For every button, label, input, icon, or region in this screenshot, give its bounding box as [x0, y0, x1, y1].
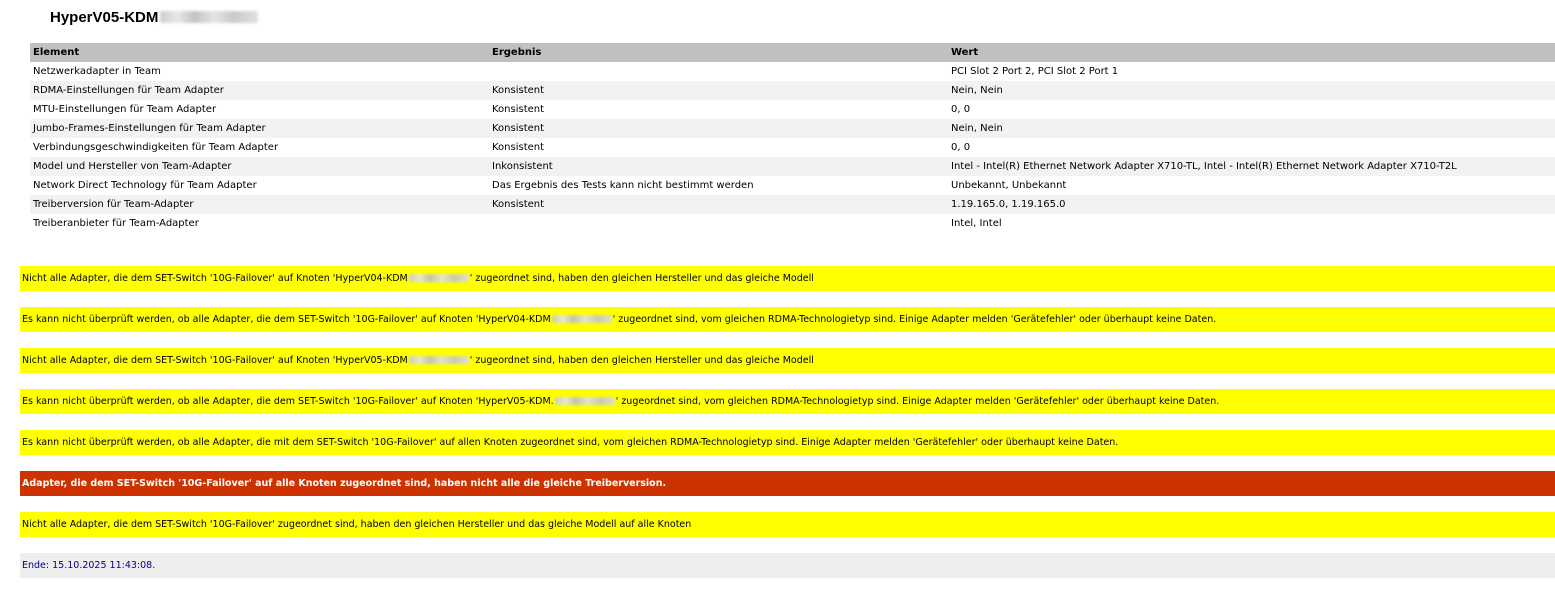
cell-element: Verbindungsgeschwindigkeiten für Team Adapter	[33, 142, 279, 153]
column-header-ergebnis: Ergebnis	[489, 43, 948, 62]
message-text: Es kann nicht überprüft werden, ob alle Adapter, die mit dem SET-Switch '10G-Failover' auf allen Knoten zugeordnet sind, vom gleichen RDMA-Technologietyp sind. Einige Adapter melden 'Gerätefehler' oder überhaupt keine Daten.	[22, 437, 1119, 448]
footer-text: Ende: 15.10.2025 11:43:08.	[22, 560, 156, 571]
footer-timestamp	[20, 553, 1555, 578]
redacted-hostname	[555, 397, 615, 405]
redacted-hostname	[409, 274, 469, 282]
cell-wert: Unbekannt, Unbekannt	[951, 180, 1067, 191]
table-row	[30, 176, 1555, 195]
message-text-after: ' zugeordnet sind, vom gleichen RDMA-Technologietyp sind. Einige Adapter melden 'Gerätefehler' oder überhaupt keine Daten.	[612, 314, 1217, 325]
column-header-wert: Wert	[948, 43, 1555, 62]
cell-element: Treiberversion für Team-Adapter	[30, 195, 489, 214]
error-message	[20, 471, 1555, 496]
table-row	[30, 214, 1555, 233]
table-row	[30, 100, 1555, 119]
redacted-hostname	[552, 315, 612, 323]
message-text-before: Es kann nicht überprüft werden, ob alle Adapter, die dem SET-Switch '10G-Failover' auf Knoten 'HyperV05-KDM.	[22, 396, 554, 407]
warning-message	[20, 307, 1555, 332]
table-row	[30, 195, 1555, 214]
cell-element: Model und Hersteller von Team-Adapter	[30, 157, 489, 176]
cell-element: RDMA-Einstellungen für Team Adapter	[30, 81, 489, 100]
warning-message	[20, 512, 1555, 537]
cell-wert: 1.19.165.0, 1.19.165.0	[948, 195, 1555, 214]
redacted-hostname	[409, 356, 469, 364]
table-row	[30, 157, 1555, 176]
cell-element: Jumbo-Frames-Einstellungen für Team Adapter	[30, 119, 489, 138]
message-text-after: ' zugeordnet sind, haben den gleichen Hersteller und das gleiche Modell	[469, 273, 814, 284]
cell-ergebnis	[489, 62, 948, 81]
results-table	[30, 43, 1555, 233]
page-title-text: HyperV05-KDM	[50, 9, 159, 26]
warning-message	[20, 389, 1555, 414]
cell-element: MTU-Einstellungen für Team Adapter	[33, 104, 217, 115]
cell-wert: 0, 0	[951, 104, 971, 115]
cell-wert: Nein, Nein	[948, 119, 1555, 138]
cell-ergebnis: Konsistent	[489, 81, 948, 100]
cell-wert: 0, 0	[951, 142, 971, 153]
column-header-element: Element	[30, 43, 489, 62]
cell-wert: Nein, Nein	[948, 81, 1555, 100]
message-text-after: ' zugeordnet sind, haben den gleichen Hersteller und das gleiche Modell	[469, 355, 814, 366]
table-header-row	[30, 43, 1555, 62]
warning-message	[20, 348, 1555, 373]
cell-wert: Intel, Intel	[951, 218, 1002, 229]
warning-message	[20, 430, 1555, 455]
redacted-hostname	[160, 11, 258, 23]
cell-ergebnis: Inkonsistent	[489, 157, 948, 176]
page-title	[50, 8, 258, 28]
cell-ergebnis: Konsistent	[489, 119, 948, 138]
cell-ergebnis: Das Ergebnis des Tests kann nicht bestimmt werden	[492, 180, 754, 191]
cell-element: Treiberanbieter für Team-Adapter	[33, 218, 199, 229]
table-row	[30, 81, 1555, 100]
cell-ergebnis: Konsistent	[489, 195, 948, 214]
message-text-after: ' zugeordnet sind, vom gleichen RDMA-Technologietyp sind. Einige Adapter melden 'Gerätefehler' oder überhaupt keine Daten.	[615, 396, 1220, 407]
table-row	[30, 119, 1555, 138]
cell-element: Network Direct Technology für Team Adapter	[33, 180, 257, 191]
message-text-before: Nicht alle Adapter, die dem SET-Switch '10G-Failover' auf Knoten 'HyperV04-KDM	[22, 273, 408, 284]
message-text: Nicht alle Adapter, die dem SET-Switch '10G-Failover' zugeordnet sind, haben den gleichen Hersteller und das gleiche Modell auf alle Knoten	[22, 519, 692, 530]
cell-wert: PCI Slot 2 Port 2, PCI Slot 2 Port 1	[951, 66, 1119, 77]
table-row	[30, 138, 1555, 157]
cell-wert: Intel - Intel(R) Ethernet Network Adapter X710-TL, Intel - Intel(R) Ethernet Network Adapter X710-T2L	[948, 157, 1555, 176]
cell-element: Netzwerkadapter in Team	[33, 66, 161, 77]
cell-ergebnis	[489, 214, 948, 233]
warning-message	[20, 266, 1555, 291]
message-text-before: Es kann nicht überprüft werden, ob alle Adapter, die dem SET-Switch '10G-Failover' auf Knoten 'HyperV04-KDM	[22, 314, 551, 325]
cell-ergebnis: Konsistent	[492, 104, 545, 115]
cell-ergebnis: Konsistent	[492, 142, 545, 153]
message-text: Adapter, die dem SET-Switch '10G-Failover' auf alle Knoten zugeordnet sind, haben nicht alle die gleiche Treiberversion.	[22, 478, 667, 489]
message-text-before: Nicht alle Adapter, die dem SET-Switch '10G-Failover' auf Knoten 'HyperV05-KDM	[22, 355, 408, 366]
table-row	[30, 62, 1555, 81]
